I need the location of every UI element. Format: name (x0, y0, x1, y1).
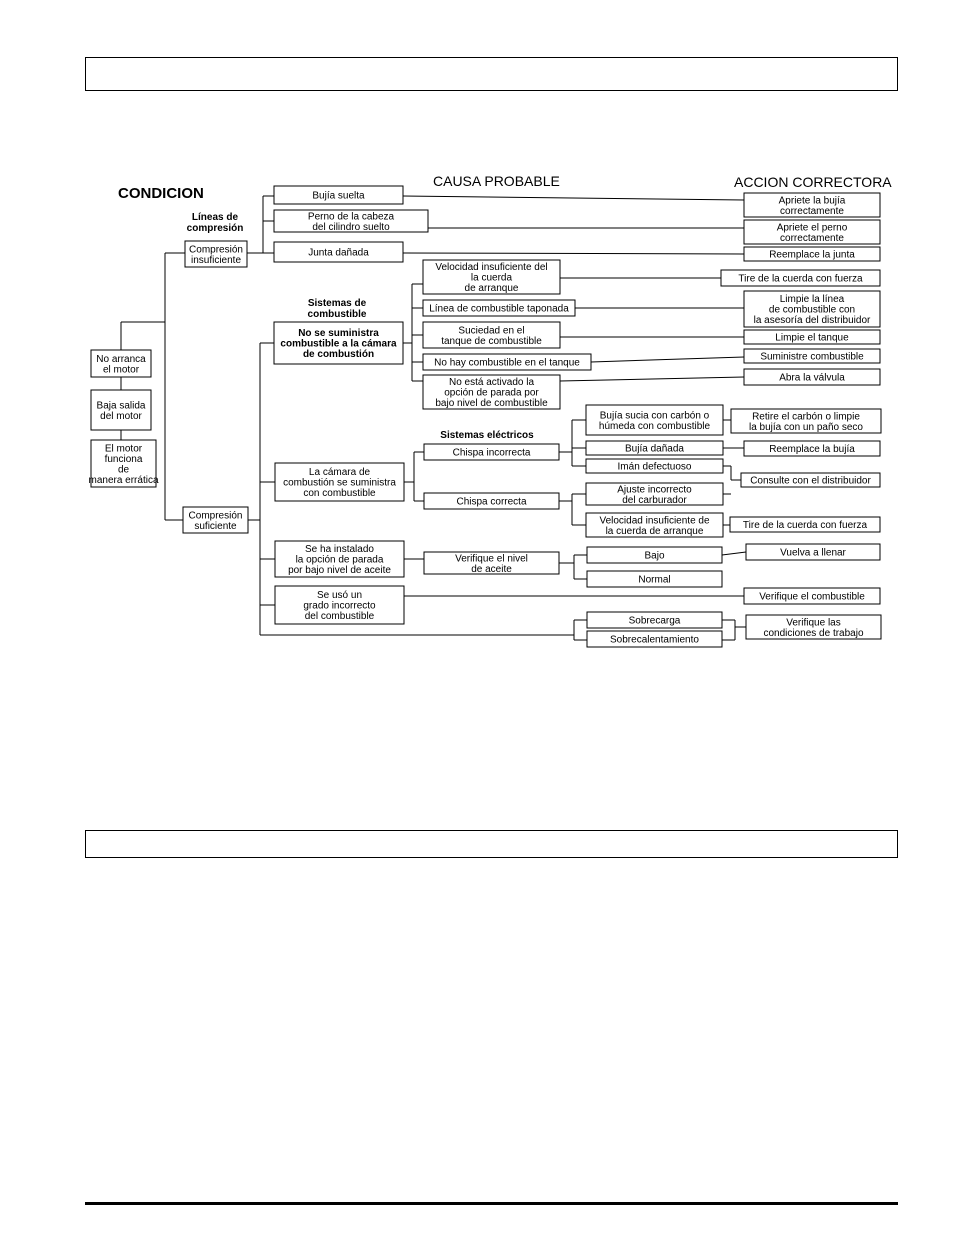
node-refill (746, 544, 880, 560)
svg-text:suficiente: suficiente (194, 520, 237, 532)
svg-text:de combustión: de combustión (302, 349, 375, 360)
svg-text:la cuerda de arranque: la cuerda de arranque (605, 525, 704, 537)
node-replace-plug (744, 441, 880, 456)
svg-text:Se ha instalado: Se ha instalado (305, 544, 374, 555)
node-dirty-plug (586, 405, 723, 435)
svg-text:funciona: funciona (104, 453, 143, 465)
node-low-pull-speed2 (586, 513, 723, 537)
node-clean-tank (744, 330, 880, 344)
node-insufficient (185, 241, 247, 267)
svg-text:manera errática: manera errática (88, 474, 159, 486)
svg-text:combustión se suministra: combustión se suministra (283, 477, 396, 489)
node-pull-hard (721, 270, 880, 286)
svg-text:el motor: el motor (102, 364, 140, 376)
svg-text:Perno de la cabeza: Perno de la cabeza (307, 211, 395, 223)
svg-text:del carburador: del carburador (622, 494, 687, 506)
svg-text:Suministre combustible: Suministre combustible (760, 351, 864, 363)
node-check-fuel (744, 588, 880, 604)
svg-text:Velocidad insuficiente de: Velocidad insuficiente de (599, 515, 710, 527)
svg-text:condiciones de trabajo: condiciones de trabajo (763, 627, 864, 639)
svg-text:Sobrecarga: Sobrecarga (628, 615, 681, 627)
node-bad-spark (424, 444, 559, 460)
svg-text:insuficiente: insuficiente (190, 254, 242, 266)
svg-text:Sobrecalentamiento: Sobrecalentamiento (610, 634, 699, 646)
svg-text:Normal: Normal (638, 574, 671, 586)
node-low-output (91, 390, 151, 430)
connector-49 (403, 253, 744, 254)
section-fuel-systems-1: Sistemas de (307, 298, 367, 309)
node-replace-gasket (744, 247, 880, 261)
svg-text:la asesoría del distribuidor: la asesoría del distribuidor (753, 315, 871, 326)
svg-text:Apriete el perno: Apriete el perno (776, 222, 848, 234)
node-tighten-plug (744, 193, 880, 217)
svg-text:No arranca: No arranca (96, 353, 146, 365)
node-damaged-gasket (274, 242, 403, 262)
svg-text:del combustible: del combustible (304, 611, 375, 622)
svg-text:correctamente: correctamente (780, 205, 844, 217)
svg-text:Velocidad insuficiente del: Velocidad insuficiente del (435, 262, 548, 273)
svg-text:Tire de la cuerda con fuerza: Tire de la cuerda con fuerza (742, 520, 868, 531)
svg-text:correctamente: correctamente (780, 232, 844, 244)
connector-62 (722, 552, 746, 555)
svg-text:combustible a la cámara: combustible a la cámara (280, 338, 397, 350)
section-compression-lines-1: Líneas de (191, 212, 239, 223)
svg-text:grado incorrecto: grado incorrecto (303, 600, 376, 612)
header-condition: CONDICION (118, 185, 204, 202)
node-oil-low (587, 547, 722, 563)
svg-text:Compresión: Compresión (188, 510, 243, 522)
node-consult-dealer (741, 473, 880, 487)
node-pull-hard2 (730, 517, 880, 532)
svg-text:Reemplace la junta: Reemplace la junta (769, 249, 855, 261)
svg-text:Ajuste incorrecto: Ajuste incorrecto (617, 484, 692, 496)
svg-text:Reemplace la bujía: Reemplace la bujía (769, 444, 855, 455)
svg-text:Línea de combustible taponada: Línea de combustible taponada (429, 303, 569, 315)
svg-text:húmeda con combustible: húmeda con combustible (598, 420, 711, 432)
node-damaged-plug (586, 441, 723, 455)
node-loose-plug (274, 186, 403, 204)
node-oil-stop (275, 541, 404, 577)
node-erratic (88, 440, 158, 487)
node-good-spark (424, 493, 559, 509)
svg-text:opción de parada por: opción de parada por (444, 387, 539, 399)
node-no-start (91, 350, 151, 377)
node-clogged-line (423, 300, 575, 316)
svg-text:la opción de parada: la opción de parada (295, 554, 384, 566)
svg-text:Chispa incorrecta: Chispa incorrecta (452, 447, 531, 459)
svg-text:del cilindro suelto: del cilindro suelto (312, 221, 390, 233)
connector-47 (403, 196, 744, 200)
svg-text:la bujía con un paño seco: la bujía con un paño seco (749, 421, 863, 433)
svg-text:Limpie el tanque: Limpie el tanque (775, 332, 849, 344)
svg-text:Consulte con el distribuidor: Consulte con el distribuidor (750, 475, 871, 487)
svg-text:Bajo: Bajo (644, 550, 665, 562)
svg-text:Retire el carbón o limpie: Retire el carbón o limpie (752, 411, 860, 423)
svg-text:Vuelva a llenar: Vuelva a llenar (780, 547, 846, 559)
node-add-fuel (744, 349, 880, 363)
svg-text:Se usó un: Se usó un (316, 590, 363, 601)
node-oil-normal (587, 571, 722, 587)
svg-text:Tire de la cuerda con fuerza: Tire de la cuerda con fuerza (738, 273, 863, 285)
section-electrical-systems: Sistemas eléctricos (440, 430, 534, 441)
svg-text:Baja salida: Baja salida (96, 400, 146, 412)
node-low-pull-speed (423, 260, 560, 294)
node-tighten-bolt (744, 220, 880, 244)
header-cause: CAUSA PROBABLE (433, 173, 560, 189)
node-overheat (587, 631, 722, 647)
svg-text:El motor: El motor (104, 443, 143, 455)
svg-text:con combustible: con combustible (303, 488, 376, 499)
svg-text:del motor: del motor (100, 410, 142, 422)
svg-text:Verifique el combustible: Verifique el combustible (759, 591, 865, 603)
node-low-level-stop (423, 375, 560, 409)
svg-text:Bujía suelta: Bujía suelta (312, 190, 365, 202)
svg-text:Junta dañada: Junta dañada (308, 247, 369, 259)
node-no-fuel-supply (274, 322, 403, 364)
svg-text:de combustible con: de combustible con (768, 304, 856, 316)
node-clean-plug (731, 409, 881, 433)
header-action: ACCION CORRECTORA (734, 174, 892, 190)
node-open-valve (744, 369, 880, 385)
section-compression-lines-2: compresión (186, 223, 244, 234)
svg-text:No se suministra: No se suministra (298, 328, 379, 339)
svg-text:Suciedad en el: Suciedad en el (458, 325, 525, 337)
flowchart-nodes (88, 186, 881, 647)
svg-text:de arranque: de arranque (464, 283, 519, 294)
footer-box (85, 830, 898, 858)
svg-text:Compresión: Compresión (189, 244, 243, 256)
node-check-oil (424, 552, 559, 575)
svg-text:de aceite: de aceite (471, 563, 512, 575)
svg-text:Chispa correcta: Chispa correcta (456, 496, 527, 508)
node-check-conditions (746, 615, 881, 639)
svg-text:Bujía sucia con carbón o: Bujía sucia con carbón o (599, 410, 710, 422)
node-clean-line (744, 291, 880, 327)
node-fuel-supplied (275, 463, 404, 501)
svg-text:Imán defectuoso: Imán defectuoso (617, 461, 692, 473)
svg-text:No está activado la: No está activado la (448, 377, 535, 388)
svg-text:Bujía dañada: Bujía dañada (625, 443, 684, 455)
svg-text:Verifique las: Verifique las (786, 617, 841, 629)
bottom-rule (85, 1202, 898, 1205)
node-bad-carb (586, 483, 723, 506)
svg-text:de: de (117, 464, 130, 476)
svg-text:bajo nivel de combustible: bajo nivel de combustible (435, 398, 548, 409)
node-overload (587, 612, 722, 628)
node-sufficient (183, 507, 248, 533)
node-empty-tank (423, 354, 591, 370)
connector-53 (591, 357, 744, 362)
svg-text:No hay combustible en el tanqu: No hay combustible en el tanque (434, 357, 580, 369)
node-bad-magnet (586, 459, 723, 473)
svg-text:Apriete la bujía: Apriete la bujía (778, 195, 846, 207)
svg-text:La cámara de: La cámara de (308, 467, 371, 478)
node-loose-bolt (274, 210, 428, 233)
node-wrong-fuel (275, 586, 404, 624)
svg-text:Verifique el nivel: Verifique el nivel (455, 553, 528, 565)
node-dirty-tank (423, 322, 560, 348)
svg-text:Limpie la línea: Limpie la línea (779, 294, 845, 305)
svg-text:la cuerda: la cuerda (470, 272, 513, 284)
section-fuel-systems-2: combustible (307, 309, 367, 320)
svg-text:Abra la válvula: Abra la válvula (779, 372, 845, 384)
svg-text:tanque de combustible: tanque de combustible (441, 335, 542, 347)
svg-text:por bajo nivel de aceite: por bajo nivel de aceite (288, 565, 391, 576)
connector-54 (560, 377, 744, 381)
